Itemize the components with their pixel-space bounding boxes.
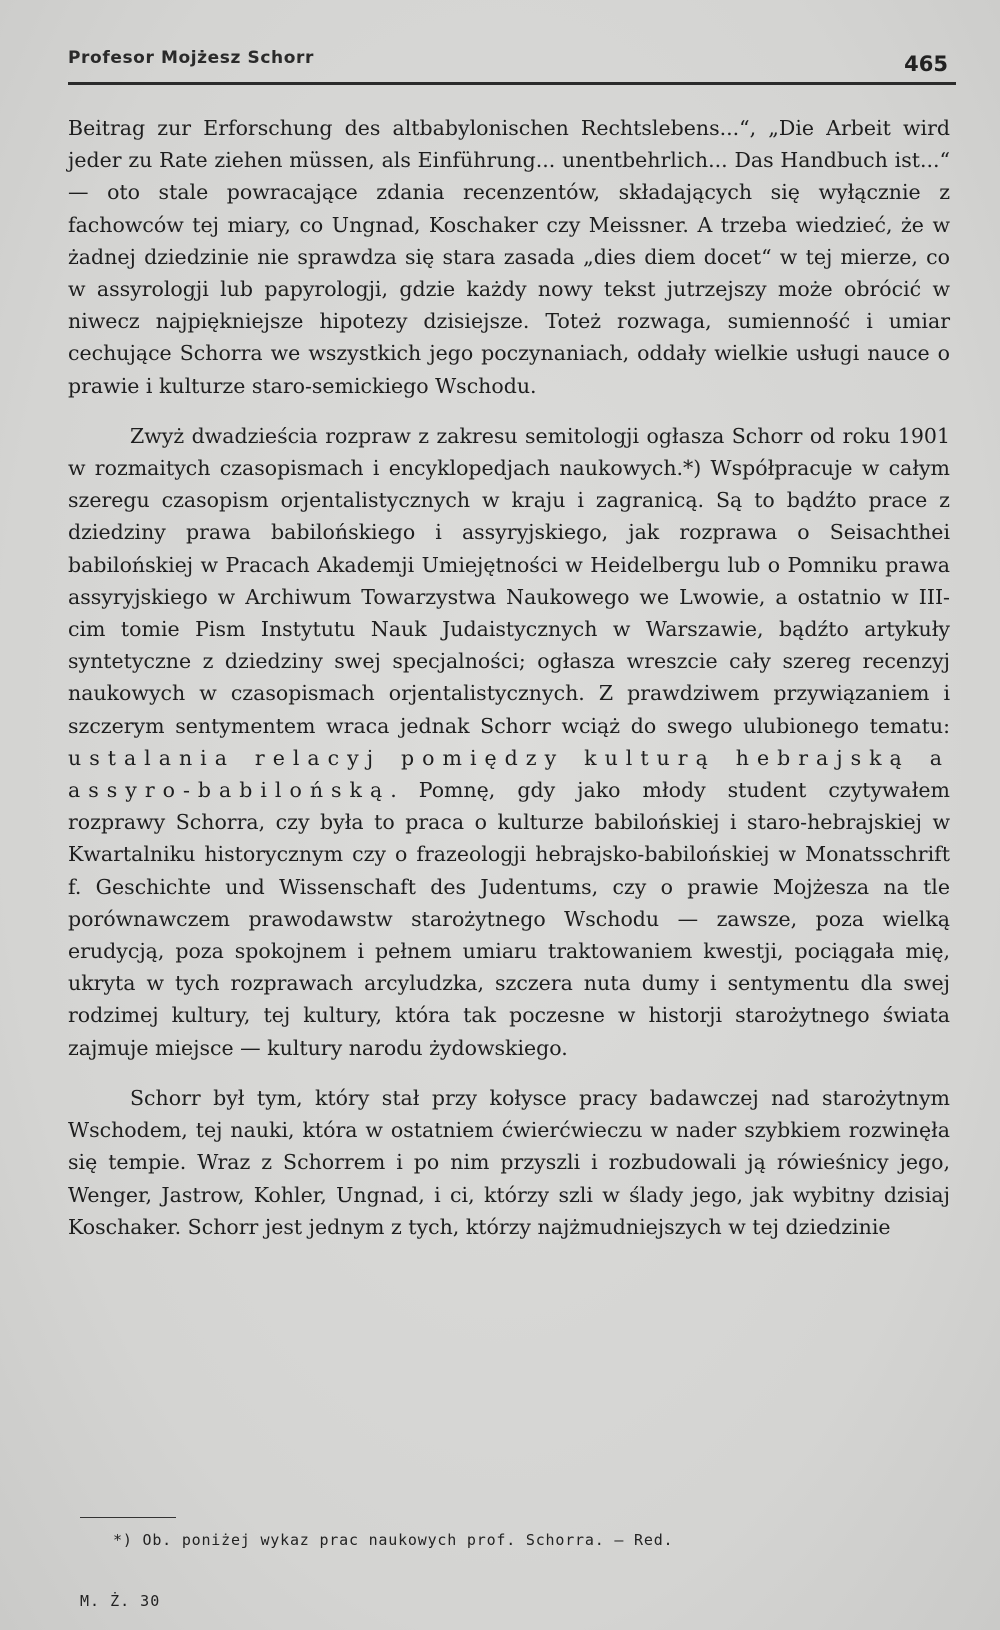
footnote: *) Ob. poniżej wykaz prac naukowych prof. Schorra. — Red.	[113, 1531, 674, 1549]
paragraph-1: Beitrag zur Erforschung des altbabylonischen Rechtslebens...“, „Die Arbeit wird jeder zu Rate ziehen müssen, als Einführung... unentbehrlich... Das Handbuch ist...“ — oto stale powracające zdania recenzentów, składających się wyłącznie z fachowców tej miary, co Ungnad, Koschaker czy Meissner. A trzeba wiedzieć, że w żadnej dziedzinie nie sprawdza się stara zasada „dies diem docet“ w tej mierze, co w assyrologji lub papyrologji, gdzie każdy nowy tekst jutrzejszy może obrócić w niwecz najpiękniejsze hipotezy dzisiejsze. Toteż rozwaga, sumienność i umiar cechujące Schorra we wszystkich jego poczynaniach, oddały wielkie usługi nauce o prawie i kulturze staro-semickiego Wschodu.	[68, 116, 950, 398]
paragraph-2-emphasis: ustalania relacyj pomiędzy kulturą hebrajską a assyro-babilońską	[68, 745, 950, 803]
header-rule	[68, 82, 956, 85]
running-title: Profesor Mojżesz Schorr	[68, 48, 314, 68]
body-text	[68, 112, 950, 1243]
paragraph-2-text-after: . Pomnę, gdy jako młody student czytywałem rozprawy Schorra, czy była to praca o kulturze babilońskiej i staro-hebrajskiej w Kwartalniku historycznym czy o frazeologji hebrajsko-babilońskiej w Monatsschrift f. Geschichte und Wissenschaft des Judentums, czy o prawie Mojżesza na tle porównawczem prawodawstw starożytnego Wschodu — zawsze, poza wielką erudycją, poza spokojnem i pełnem umiaru traktowaniem kwestji, pociągała mię, ukryta w tych rozprawach arcyludzka, szczera nuta dumy i sentymentu dla swej rodzimej kultury, tej kultury, która tak poczesne w historji starożytnego świata zajmuje miejsce — kultury narodu żydowskiego.	[68, 778, 950, 1060]
paragraph-3: Schorr był tym, który stał przy kołysce pracy badawczej nad starożytnym Wschodem, tej nauki, która w ostatniem ćwierćwieczu w nader szybkiem rozwinęła się tempie. Wraz z Schorrem i po nim przyszli i rozbudowali ją rówieśnicy jego, Wenger, Jastrow, Kohler, Ungnad, i ci, którzy szli w ślady jego, jak wybitny dzisiaj Koschaker. Schorr jest jednym z tych, którzy najżmudniejszych w tej dziedzinie	[68, 1085, 950, 1239]
signature-mark: M. Ż. 30	[80, 1592, 161, 1610]
paragraph-2-text-before: Zwyż dwadzieścia rozpraw z zakresu semitologji ogłasza Schorr od roku 1901 w rozmaitych czasopismach i encyklopedjach naukowych.*) Współpracuje w całym szeregu czasopism orjentalistycznych w kraju i zagranicą. Są to bądźto prace z dziedziny prawa babilońskiego i assyryjskiego, jak rozprawa o Seisachthei babilońskiej w Pracach Akademji Umiejętności w Heidelbergu lub o Pomniku prawa assyryjskiego w Archiwum Towarzystwa Naukowego we Lwowie, a ostatnio w III-cim tomie Pism Instytutu Nauk Judaistycznych w Warszawie, bądźto artykuły syntetyczne z dziedziny swej specjalności; ogłasza wreszcie cały szereg recenzyj naukowych w czasopismach orjentalistycznych. Z prawdziwem przywiązaniem i szczerym sentymentem wraca jednak Schorr wciąż do swego ulubionego tematu:	[68, 423, 950, 738]
page-header	[68, 48, 956, 82]
page-number: 465	[904, 52, 948, 76]
paragraph-2	[68, 420, 950, 1064]
footnote-rule	[80, 1517, 176, 1518]
